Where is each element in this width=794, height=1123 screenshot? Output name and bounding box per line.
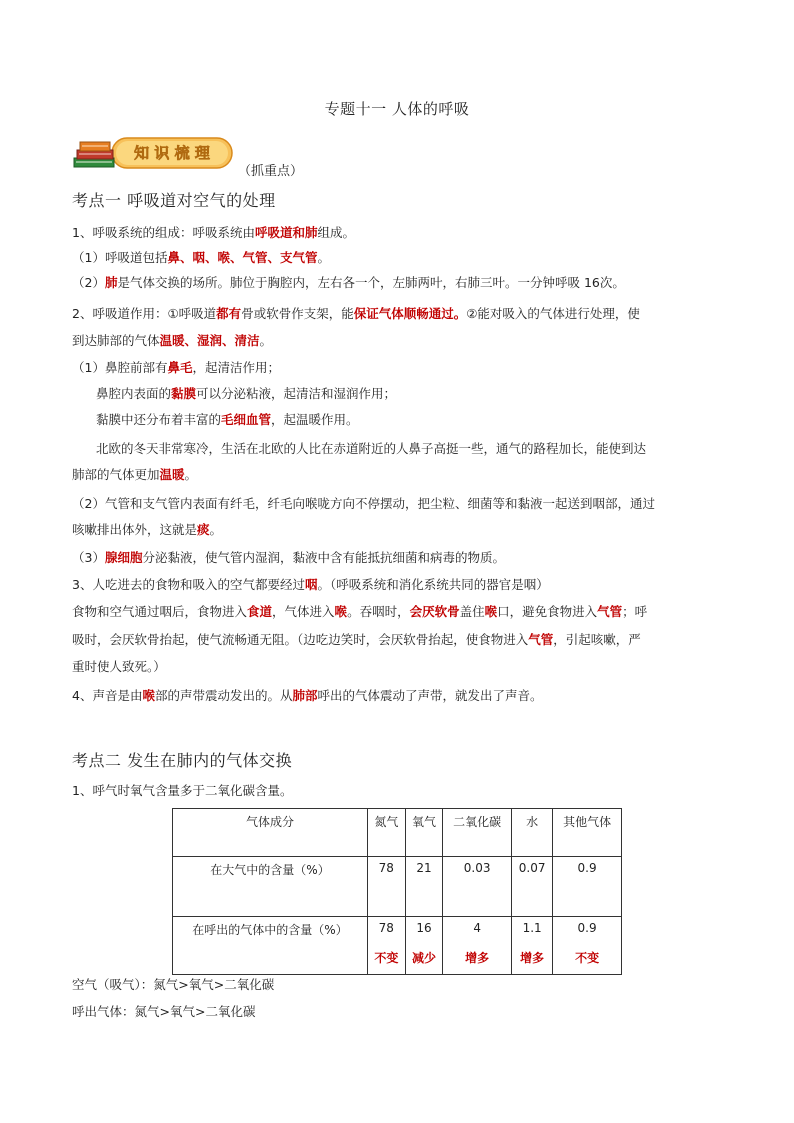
s1-line18: 4、声音是由喉部的声带震动发出的。从肺部呼出的气体震动了声带，就发出了声音。 <box>72 688 543 703</box>
s1-line3: （2）肺是气体交换的场所。肺位于胸腔内，左右各一个，左肺两叶，右肺三叶。一分钟呼吸 16次。 <box>72 275 625 290</box>
table-header-cell: 水 <box>512 809 553 857</box>
change-label: 增多 <box>465 951 490 965</box>
s2-line1: 1、呼气时氧气含量多于二氧化碳含量。 <box>72 783 293 798</box>
page-title: 专题十一 人体的呼吸 <box>324 100 470 118</box>
table-cell: 78 <box>368 857 406 917</box>
s1-line16: 吸时，会厌软骨抬起，使气流畅通无阻。（边吃边笑时，会厌软骨抬起，使食物进入气管，引起咳嗽，严 <box>72 632 641 647</box>
s1-line15: 食物和空气通过咽后，食物进入食道，气体进入喉。吞咽时，会厌软骨盖住喉口，避免食物进入气管；呼 <box>72 604 648 619</box>
s1-line7: 鼻腔内表面的黏膜可以分泌粘液，起清洁和湿润作用； <box>96 386 397 401</box>
s1-line14: 3、人吃进去的食物和吸入的空气都要经过咽。（呼吸系统和消化系统共同的器官是咽） <box>72 577 549 592</box>
s2-line3: 呼出气体：氮气>氧气>二氧化碳 <box>72 1004 256 1019</box>
table-header-cell: 氧气 <box>405 809 443 857</box>
table-cell: 0.9 <box>553 857 622 917</box>
table-header-row <box>173 809 622 857</box>
table-cell: 21 <box>405 857 443 917</box>
badge-subtitle: （抓重点） <box>238 164 304 179</box>
knowledge-badge <box>72 136 234 172</box>
s1-line10: 肺部的气体更加温暖。 <box>72 467 198 482</box>
badge-text: 知 识 梳 理 <box>134 144 210 162</box>
table-cell: 0.9 不变 <box>553 917 622 975</box>
s1-line13: （3）腺细胞分泌黏液，使气管内湿润，黏液中含有能抵抗细菌和病毒的物质。 <box>72 550 505 565</box>
s1-line5: 到达肺部的气体温暖、湿润、清洁。 <box>72 333 273 348</box>
s1-line1: 1、呼吸系统的组成：呼吸系统由呼吸道和肺组成。 <box>72 225 355 240</box>
change-label: 减少 <box>411 951 436 965</box>
section1-heading: 考点一 呼吸道对空气的处理 <box>72 191 276 210</box>
change-label: 不变 <box>575 951 600 965</box>
s1-line8: 黏膜中还分布着丰富的毛细血管，起温暖作用。 <box>96 412 359 427</box>
table-row <box>173 857 622 917</box>
s1-line9: 北欧的冬天非常寒冷，生活在北欧的人比在赤道附近的人鼻子高挺一些，通气的路程加长，能使到达 <box>96 441 647 456</box>
table-cell: 在大气中的含量（%） <box>173 857 368 917</box>
table-header-cell: 气体成分 <box>173 809 368 857</box>
table-cell: 在呼出的气体中的含量（%） <box>173 917 368 975</box>
s2-line2: 空气（吸气）：氮气>氧气>二氧化碳 <box>72 977 275 992</box>
table-cell: 16 减少 <box>405 917 443 975</box>
s1-line12: 咳嗽排出体外，这就是痰。 <box>72 522 223 537</box>
table-header-cell: 氮气 <box>368 809 406 857</box>
table-cell: 0.07 <box>512 857 553 917</box>
table-cell: 1.1 增多 <box>512 917 553 975</box>
table-row <box>173 917 622 975</box>
s1-line11: （2）气管和支气管内表面有纤毛，纤毛向喉咙方向不停摆动，把尘粒、细菌等和黏液一起送到咽部，通过 <box>72 496 655 511</box>
section2-heading: 考点二 发生在肺内的气体交换 <box>72 751 293 770</box>
change-label: 不变 <box>374 951 399 965</box>
table-header-cell: 其他气体 <box>553 809 622 857</box>
change-label: 增多 <box>520 951 545 965</box>
gas-composition-table <box>172 808 622 975</box>
table-cell: 4 增多 <box>443 917 512 975</box>
table-header-cell: 二氧化碳 <box>443 809 512 857</box>
s1-line17: 重时使人致死。） <box>72 659 166 674</box>
table-cell: 0.03 <box>443 857 512 917</box>
s1-line2: （1）呼吸道包括鼻、咽、喉、气管、支气管。 <box>72 250 330 265</box>
table-cell: 78 不变 <box>368 917 406 975</box>
s1-line4: 2、呼吸道作用：①呼吸道都有骨或软骨作支架，能保证气体顺畅通过。②能对吸入的气体进行处理，使 <box>72 306 640 321</box>
s1-line6: （1）鼻腔前部有鼻毛，起清洁作用； <box>72 360 280 375</box>
books-icon <box>74 142 114 167</box>
